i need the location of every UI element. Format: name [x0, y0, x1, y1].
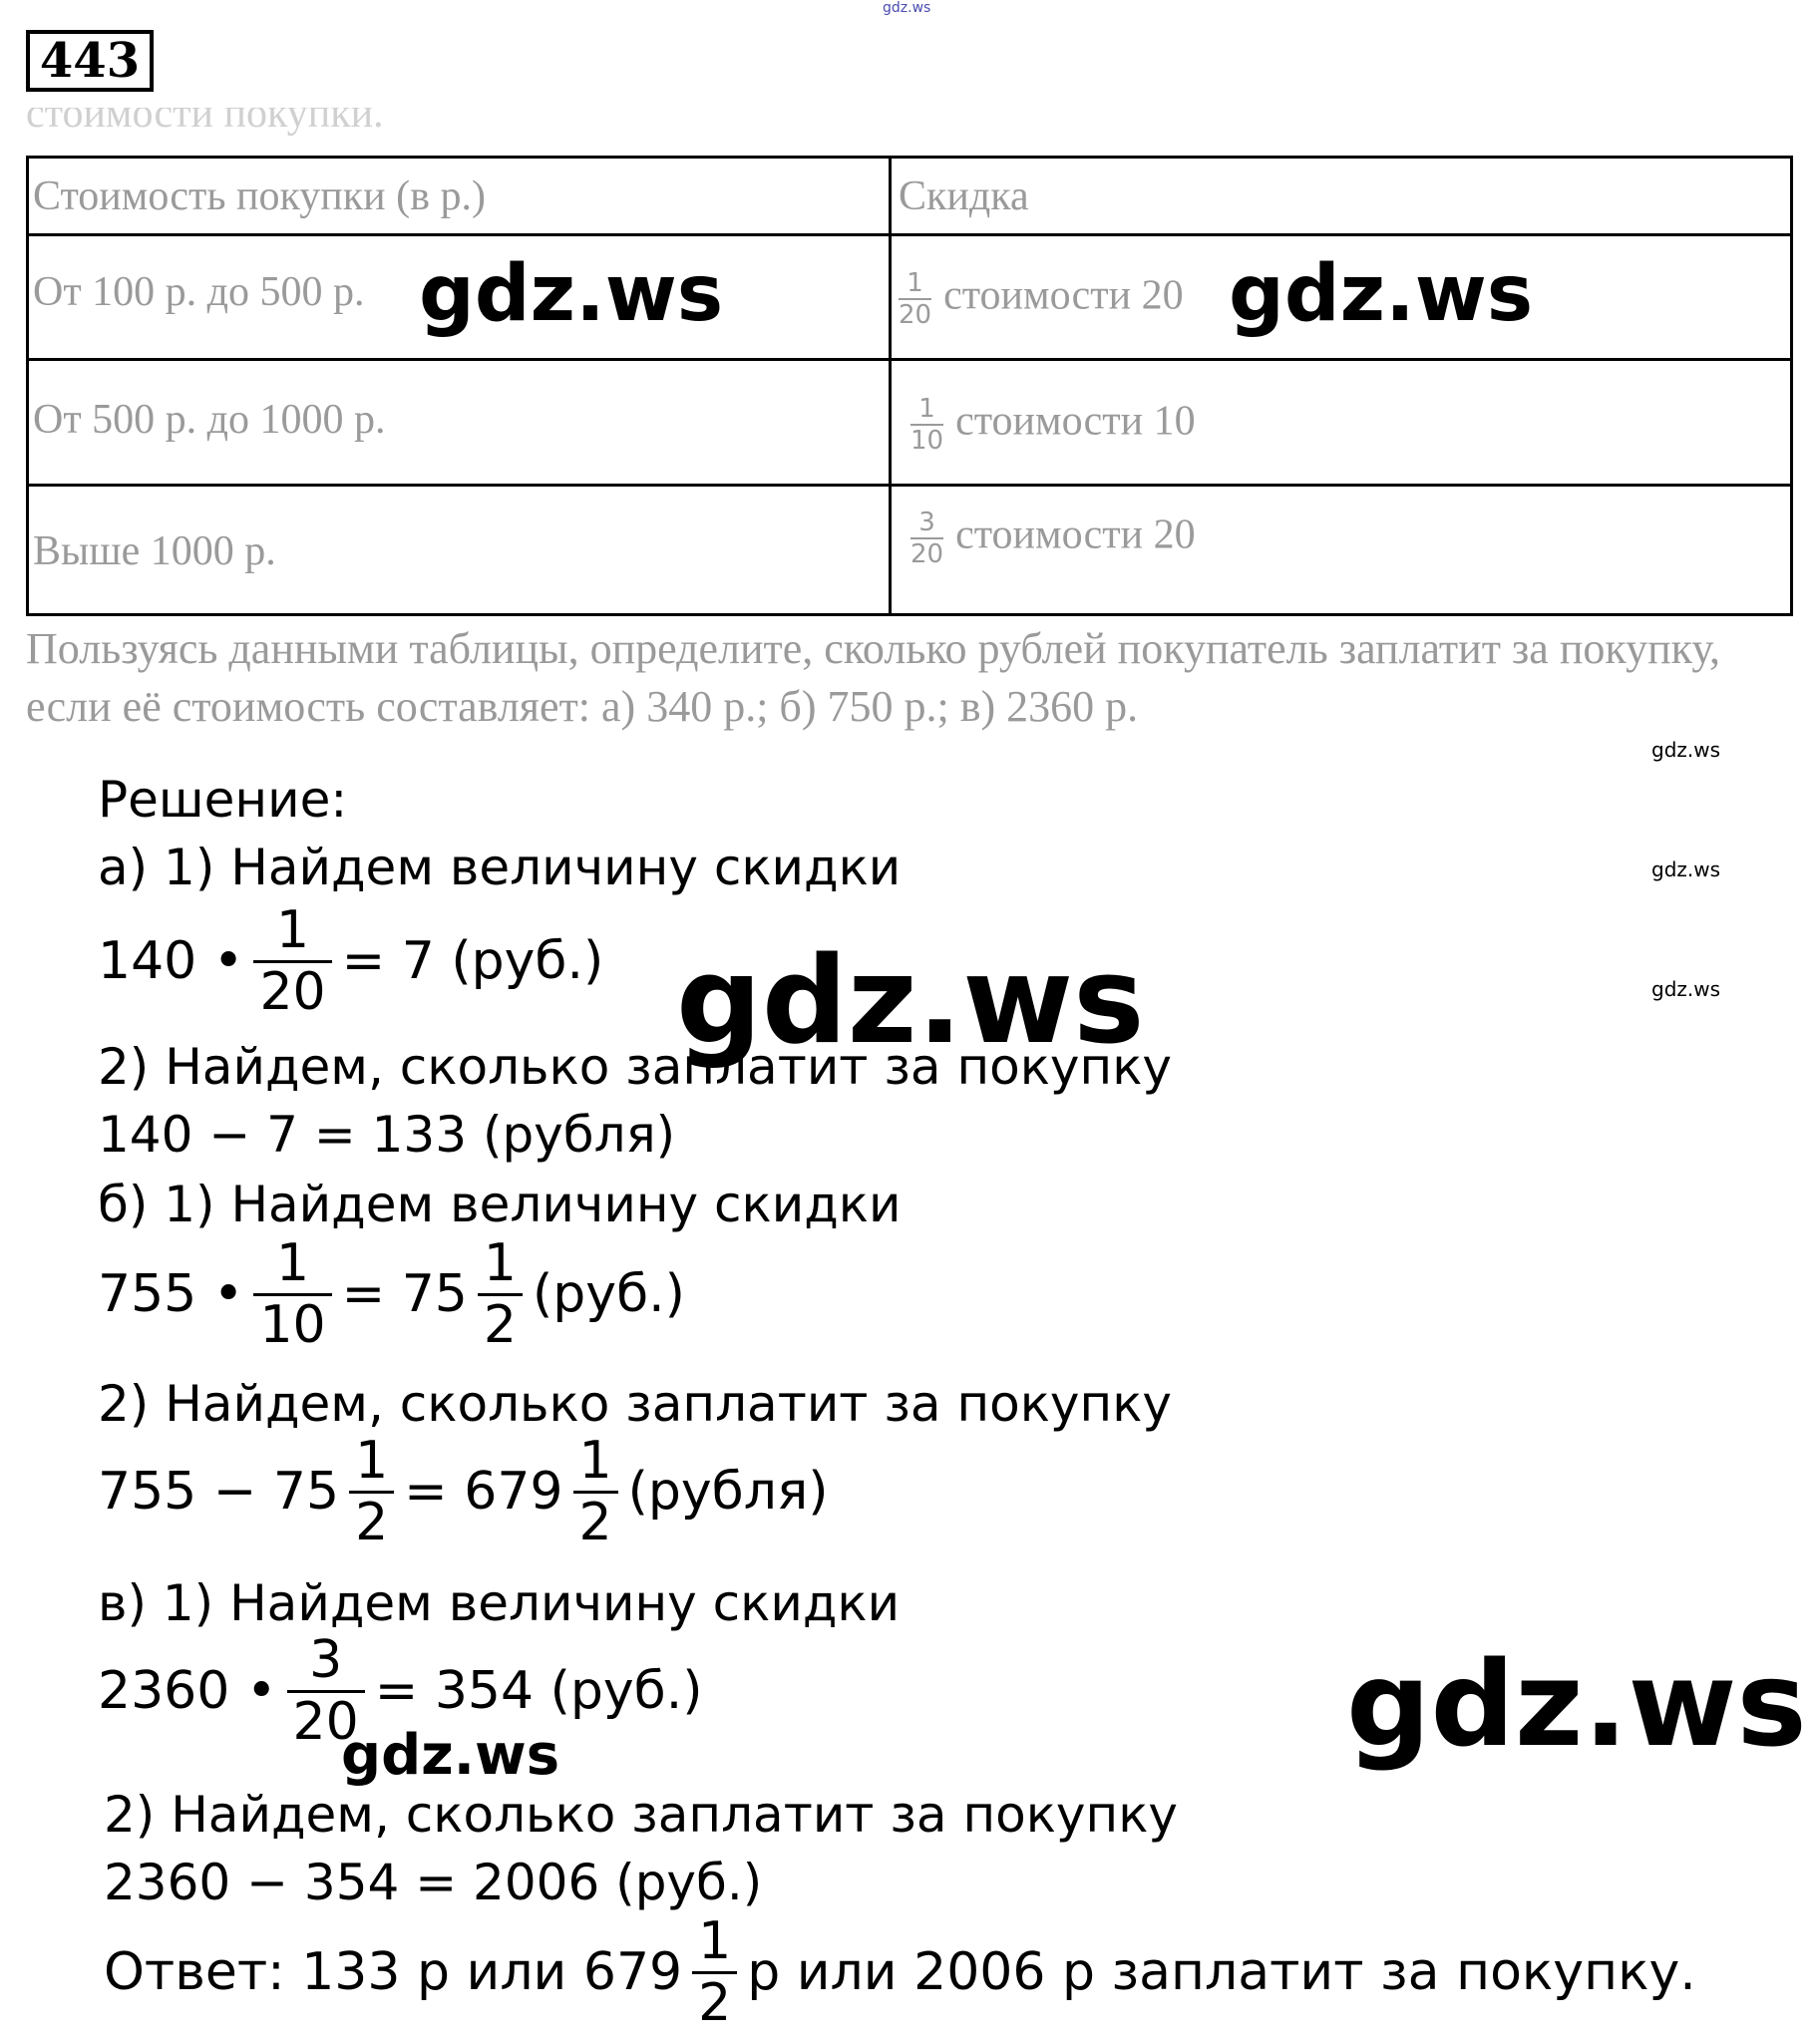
problem-number: 443 [26, 30, 154, 92]
step-a1: а) 1) Найдем величину скидки [98, 839, 902, 896]
watermark: gdz.ws [676, 932, 1145, 1071]
equation-b2: 755 − 75 $\frac{1}{2}$ = 679 $\frac{1}{2}$ (рубля) [98, 1431, 829, 1552]
table-cell-discount: $\frac{1}{20}$ стоимости 20 [899, 268, 1184, 330]
equation-b1: 755 • $\frac{1}{10}$ = 75 $\frac{1}{2}$ (руб.) [98, 1233, 685, 1355]
table-cell-range: Выше 1000 р. [33, 528, 276, 574]
step-b1: б) 1) Найдем величину скидки [98, 1176, 902, 1233]
fraction: $\frac{1}{10}$ [253, 1236, 331, 1352]
table-cell-discount: $\frac{3}{20}$ стоимости 20 [910, 508, 1196, 569]
discount-fraction: $\frac{1}{10}$ [910, 394, 944, 456]
watermark: gdz.ws [1346, 1635, 1807, 1773]
step-c1: в) 1) Найдем величину скидки [98, 1574, 901, 1632]
table-column-divider [889, 159, 892, 613]
answer: Ответ: 133 р или 679 $\frac{1}{2}$ р или 2006 р заплатит за покупку. [104, 1911, 1696, 2033]
top-watermark: gdz.ws [883, 0, 931, 16]
table-row-divider [29, 484, 1790, 487]
fraction: $\frac{1}{2}$ [478, 1236, 523, 1352]
table-header-cost: Стоимость покупки (в р.) [33, 173, 486, 219]
watermark: gdz.ws [419, 249, 724, 339]
fraction: $\frac{1}{20}$ [253, 903, 331, 1019]
equation-a1: 140 • $\frac{1}{20}$ = 7 (руб.) [98, 900, 604, 1022]
equation-c1: 2360 • $\frac{3}{20}$ = 354 (руб.) [98, 1630, 703, 1752]
watermark: gdz.ws [1229, 249, 1534, 339]
step-a2: 2) Найдем, сколько заплатит за покупку [98, 1038, 1173, 1096]
table-cell-range: От 100 р. до 500 р. [33, 269, 365, 315]
step-b2: 2) Найдем, сколько заплатит за покупку [98, 1375, 1173, 1433]
table-cell-range: От 500 р. до 1000 р. [33, 397, 386, 443]
watermark: gdz.ws [1651, 857, 1721, 881]
fraction: $\frac{1}{2}$ [349, 1434, 394, 1549]
discount-table [26, 156, 1793, 616]
fraction: $\frac{1}{2}$ [573, 1434, 618, 1549]
solution-title: Решение: [98, 771, 348, 829]
discount-fraction: $\frac{3}{20}$ [910, 508, 944, 569]
discount-fraction: $\frac{1}{20}$ [899, 268, 932, 330]
watermark: gdz.ws [341, 1723, 560, 1788]
step-c2: 2) Найдем, сколько заплатит за покупку [104, 1786, 1179, 1844]
watermark: gdz.ws [1651, 738, 1721, 762]
fraction: $\frac{1}{2}$ [692, 1914, 737, 2030]
cut-off-text: стоимости покупки. [26, 108, 384, 137]
equation-c2: 2360 − 354 = 2006 (руб.) [104, 1854, 763, 1911]
table-header-discount: Скидка [899, 173, 1029, 219]
watermark: gdz.ws [1651, 977, 1721, 1001]
fraction: $\frac{3}{20}$ [287, 1633, 365, 1749]
table-row-divider [29, 358, 1790, 361]
table-row-divider [29, 233, 1790, 236]
equation-a2: 140 − 7 = 133 (рубля) [98, 1106, 676, 1164]
problem-condition: Пользуясь данными таблицы, определите, сколько рублей покупатель заплатит за покупку, если её стоимость составляет: а) 340 р.; б) 750 р.; в) 2360 р. [26, 624, 1721, 731]
table-cell-discount: $\frac{1}{10}$ стоимости 10 [910, 394, 1196, 456]
